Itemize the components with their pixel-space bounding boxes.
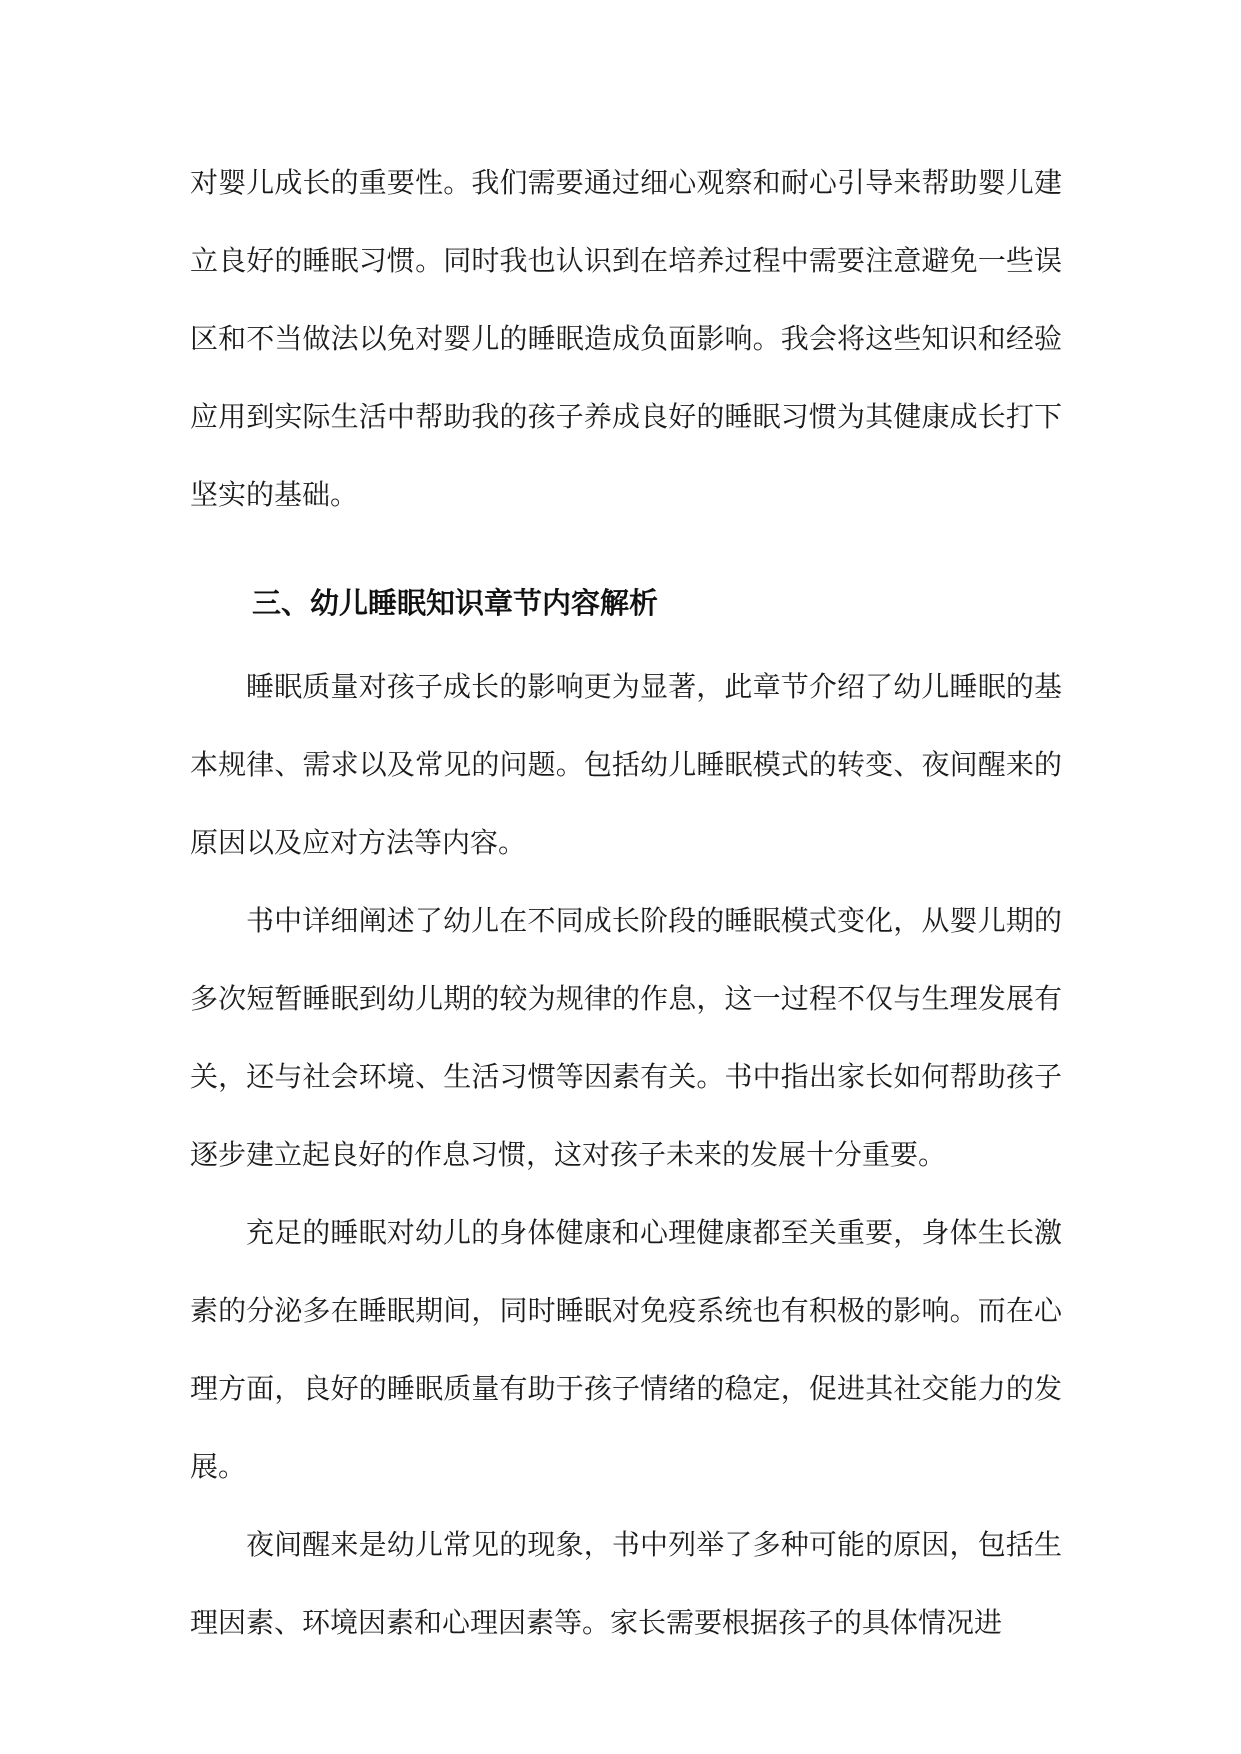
continued-paragraph: 对婴儿成长的重要性。我们需要通过细心观察和耐心引导来帮助婴儿建立良好的睡眠习惯。同时我也认识到在培养过程中需要注意避免一些误区和不当做法以免对婴儿的睡眠造成负面影响。我会将这些知识和经验应用到实际生活中帮助我的孩子养成良好的睡眠习惯为其健康成长打下坚实的基础。 [190, 166, 1062, 511]
section-heading: 三、幼儿睡眠知识章节内容解析 [252, 586, 659, 620]
page-content [190, 144, 1062, 1662]
paragraph-sleep-patterns: 书中详细阐述了幼儿在不同成长阶段的睡眠模式变化，从婴儿期的多次短暂睡眠到幼儿期的较为规律的作息，这一过程不仅与生理发展有关，还与社会环境、生活习惯等因素有关。书中指出家长如何帮助孩子逐步建立起良好的作息习惯，这对孩子未来的发展十分重要。 [190, 904, 1062, 1171]
paragraph-sleep-quality: 睡眠质量对孩子成长的影响更为显著，此章节介绍了幼儿睡眠的基本规律、需求以及常见的问题。包括幼儿睡眠模式的转变、夜间醒来的原因以及应对方法等内容。 [190, 670, 1062, 859]
paragraph-night-waking: 夜间醒来是幼儿常见的现象，书中列举了多种可能的原因，包括生理因素、环境因素和心理因素等。家长需要根据孩子的具体情况进 [190, 1528, 1062, 1639]
paragraph-sleep-health: 充足的睡眠对幼儿的身体健康和心理健康都至关重要，身体生长激素的分泌多在睡眠期间，同时睡眠对免疫系统也有积极的影响。而在心理方面，良好的睡眠质量有助于孩子情绪的稳定，促进其社交能力的发展。 [190, 1216, 1062, 1483]
